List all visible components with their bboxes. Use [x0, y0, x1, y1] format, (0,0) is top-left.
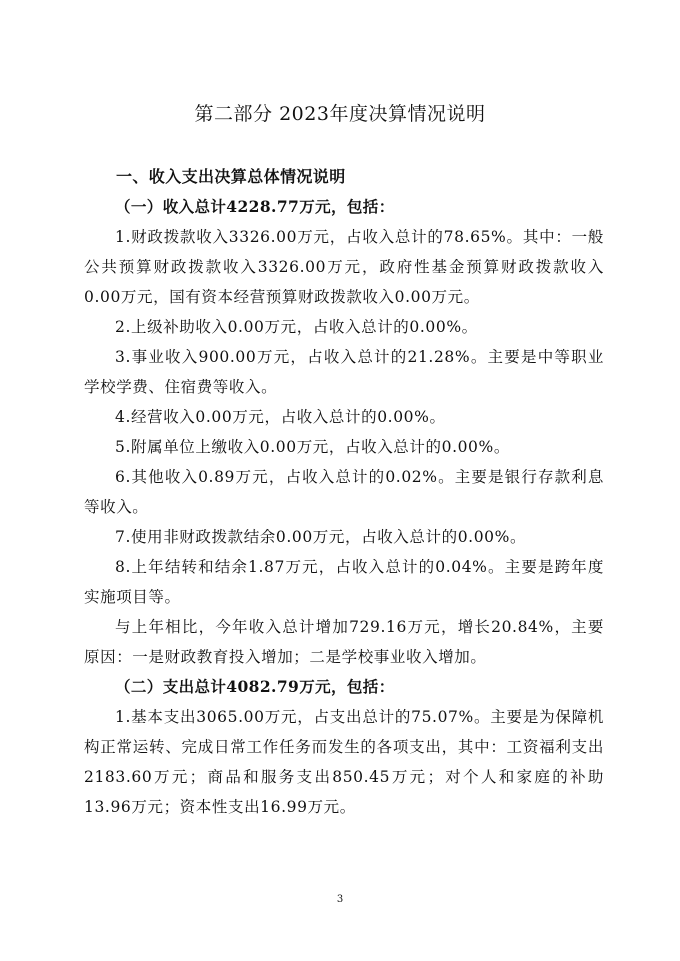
document-body — [84, 162, 604, 822]
income-item-3: 3.事业收入900.00万元，占收入总计的21.28%。主要是中等职业学校学费、住宿费等收入。 — [84, 348, 604, 396]
income-item-5: 5.附属单位上缴收入0.00万元，占收入总计的0.00%。 — [115, 438, 510, 456]
income-item-2: 2.上级补助收入0.00万元，占收入总计的0.00%。 — [115, 318, 478, 336]
expenditure-heading: （二）支出总计4082.79万元，包括： — [115, 677, 395, 696]
income-comparison: 与上年相比，今年收入总计增加729.16万元，增长20.84%，主要原因：一是财政教育投入增加；二是学校事业收入增加。 — [84, 618, 604, 666]
income-heading: （一）收入总计4228.77万元，包括： — [115, 197, 395, 216]
income-item-4: 4.经营收入0.00万元，占收入总计的0.00%。 — [115, 408, 446, 426]
income-item-6: 6.其他收入0.89万元，占收入总计的0.02%。主要是银行存款利息等收入。 — [84, 468, 604, 516]
page-title: 第二部分 2023年度决算情况说明 — [194, 103, 486, 125]
income-item-8: 8.上年结转和结余1.87万元，占收入总计的0.04%。主要是跨年度实施项目等。 — [84, 558, 604, 606]
income-item-1: 1.财政拨款收入3326.00万元，占收入总计的78.65%。其中：一般公共预算财政拨款收入3326.00万元，政府性基金预算财政拨款收入0.00万元，国有资本经营预算财政拨款收入0.00万元。 — [84, 228, 604, 306]
section-heading: 一、收入支出决算总体情况说明 — [116, 167, 346, 186]
page-number: 3 — [336, 894, 344, 905]
expenditure-item-1: 1.基本支出3065.00万元，占支出总计的75.07%。主要是为保障机构正常运转、完成日常工作任务而发生的各项支出，其中：工资福利支出2183.60万元；商品和服务支出850.45万元；对个人和家庭的补助13.96万元；资本性支出16.99万元。 — [84, 708, 604, 816]
income-item-7: 7.使用非财政拨款结余0.00万元，占收入总计的0.00%。 — [115, 528, 527, 546]
